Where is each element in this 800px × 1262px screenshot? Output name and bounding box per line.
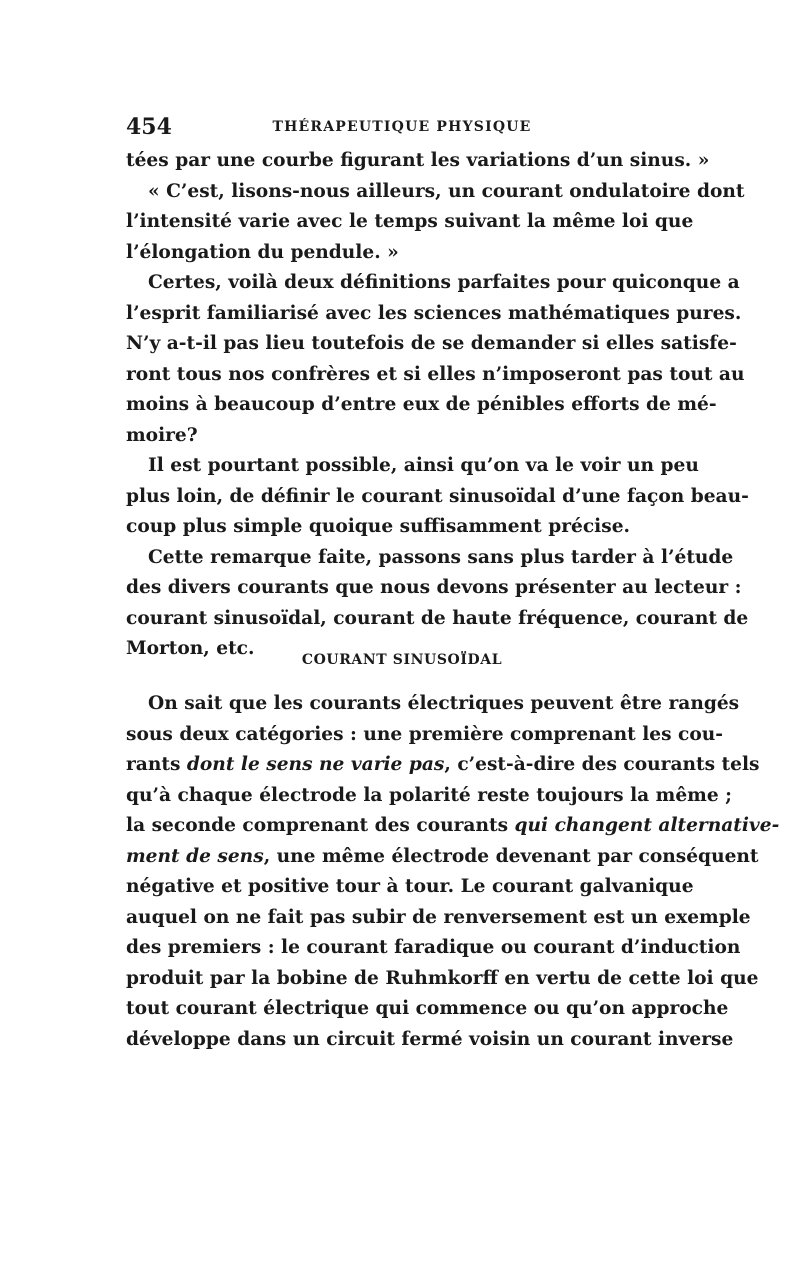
- text-segment: négative et positive tour à tour. Le courant galvanique: [126, 876, 694, 897]
- text-segment: qu’à chaque électrode la polarité reste toujours la même ;: [126, 784, 733, 806]
- text-line: [126, 964, 759, 995]
- text-line: Morton, etc.: [126, 638, 255, 659]
- text-line: [126, 781, 733, 812]
- text-line: moins à beaucoup d’entre eux de pénibles efforts de mé-: [126, 394, 717, 415]
- text-segment: développe dans un circuit fermé voisin un courant inverse: [126, 1028, 734, 1050]
- text-line: N’y a-t-il pas lieu toutefois de se demander si elles satisfe-: [126, 333, 737, 354]
- text-line: des divers courants que nous devons présenter au lecteur :: [126, 577, 742, 598]
- text-line: Il est pourtant possible, ainsi qu’on va le voir un peu: [148, 455, 699, 476]
- paragraph-block-1: [126, 146, 749, 665]
- page-number: 454: [126, 114, 172, 140]
- text-line: Cette remarque faite, passons sans plus tarder à l’étude: [148, 546, 734, 568]
- text-line: « C’est, lisons-nous ailleurs, un courant ondulatoire dont: [148, 180, 745, 202]
- text-line: [126, 750, 760, 781]
- italic-text: dont le sens ne varie pas: [186, 754, 445, 775]
- text-segment: produit par la bobine de Ruhmkorff en vertu de cette loi que: [126, 967, 759, 989]
- text-line: [126, 1025, 734, 1056]
- paragraph-block-2: [126, 689, 780, 1055]
- text-line: [126, 720, 723, 751]
- text-segment: la seconde comprenant des courants: [126, 815, 515, 836]
- text-line: [126, 933, 741, 964]
- text-segment: sous deux catégories : une première comprenant les cou-: [126, 723, 723, 745]
- text-line: l’intensité varie avec le temps suivant la même loi que: [126, 211, 694, 232]
- running-title: THÉRAPEUTIQUE PHYSIQUE: [272, 119, 532, 135]
- text-segment: , c’est-à-dire des courants tels: [444, 754, 760, 775]
- text-line: [126, 811, 780, 842]
- text-line: [126, 842, 759, 873]
- text-line: l’élongation du pendule. »: [126, 241, 399, 263]
- text-segment: rants: [126, 754, 187, 775]
- text-line: [126, 689, 740, 720]
- text-line: tées par une courbe figurant les variations d’un sinus. »: [126, 150, 710, 171]
- text-segment: des premiers : le courant faradique ou courant d’induction: [126, 937, 741, 958]
- text-segment: tout courant électrique qui commence ou qu’on approche: [126, 998, 729, 1019]
- section-heading: COURANT SINUSOÏDAL: [301, 652, 503, 668]
- text-line: [126, 872, 694, 903]
- italic-text: qui changent alternative-: [514, 815, 780, 836]
- text-line: coup plus simple quoique suffisamment précise.: [126, 516, 630, 537]
- running-head: [126, 112, 678, 142]
- text-line: plus loin, de définir le courant sinusoïdal d’une façon beau-: [126, 485, 749, 507]
- text-line: [126, 994, 729, 1025]
- text-line: Certes, voilà deux définitions parfaites pour quiconque a: [148, 272, 740, 293]
- text-line: courant sinusoïdal, courant de haute fréquence, courant de: [126, 607, 749, 629]
- text-segment: On sait que les courants électriques peuvent être rangés: [148, 693, 740, 714]
- italic-text: ment de sens: [126, 845, 264, 867]
- text-line: [126, 903, 751, 934]
- text-segment: auquel on ne fait pas subir de renversement est un exemple: [126, 906, 751, 928]
- text-segment: , une même électrode devenant par conséquent: [263, 845, 759, 867]
- text-line: moire?: [126, 424, 198, 446]
- text-line: l’esprit familiarisé avec les sciences mathématiques pures.: [126, 302, 742, 324]
- text-line: ront tous nos confrères et si elles n’imposeront pas tout au: [126, 363, 745, 385]
